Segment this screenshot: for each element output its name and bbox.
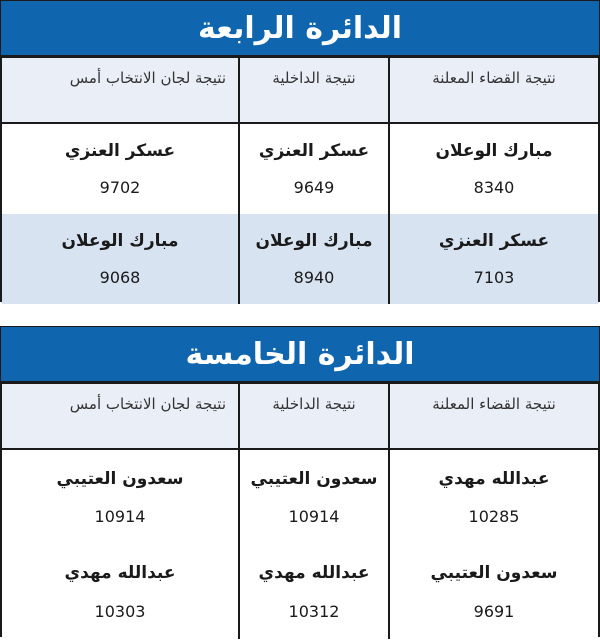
candidate-name: مبارك الوعلان — [61, 231, 179, 251]
table-cell — [238, 450, 388, 545]
vote-count: 9649 — [293, 178, 335, 197]
candidate-name: عبدالله مهدي — [64, 563, 176, 583]
vote-count: 10914 — [94, 507, 146, 526]
vote-count: 9702 — [99, 178, 141, 197]
table-cell — [388, 214, 598, 304]
header-judiciary-result: نتيجة القضاء المعلنة — [388, 384, 598, 450]
table-cell — [388, 124, 598, 214]
header-committees-result: نتيجة لجان الانتخاب أمس — [2, 58, 238, 124]
district-4-panel — [0, 0, 600, 302]
candidate-name: مبارك الوعلان — [435, 141, 553, 161]
table-cell — [238, 124, 388, 214]
vote-count: 8340 — [473, 178, 515, 197]
candidate-name: مبارك الوعلان — [255, 231, 373, 251]
header-interior-result: نتيجة الداخلية — [238, 58, 388, 124]
header-judiciary-result: نتيجة القضاء المعلنة — [388, 58, 598, 124]
district-5-results-table — [0, 382, 600, 637]
candidate-name: عبدالله مهدي — [438, 468, 550, 489]
candidate-name: عسكر العنزي — [258, 141, 370, 161]
candidate-name: سعدون العتيبي — [430, 563, 558, 583]
vote-count: 10312 — [288, 601, 340, 621]
vote-count: 10303 — [94, 601, 146, 621]
header-committees-result: نتيجة لجان الانتخاب أمس — [2, 384, 238, 450]
table-cell — [238, 214, 388, 304]
vote-count: 10285 — [468, 507, 520, 526]
vote-count: 8940 — [293, 268, 335, 287]
district-5-title: الدائرة الخامسة — [0, 326, 600, 382]
candidate-name: سعدون العتيبي — [250, 468, 378, 489]
table-cell — [2, 450, 238, 545]
vote-count: 9691 — [473, 601, 515, 621]
table-cell — [2, 545, 238, 640]
table-cell — [388, 450, 598, 545]
candidate-name: عسكر العنزي — [64, 141, 176, 161]
candidate-name: سعدون العتيبي — [56, 468, 184, 489]
header-interior-result: نتيجة الداخلية — [238, 384, 388, 450]
candidate-name: عسكر العنزي — [438, 231, 550, 251]
vote-count: 9068 — [99, 268, 141, 287]
vote-count: 7103 — [473, 268, 515, 287]
district-4-results-table — [0, 56, 600, 302]
table-cell — [2, 124, 238, 214]
district-5-panel — [0, 326, 600, 637]
table-cell — [238, 545, 388, 640]
candidate-name: عبدالله مهدي — [258, 563, 370, 583]
table-cell — [2, 214, 238, 304]
table-cell — [388, 545, 598, 640]
vote-count: 10914 — [288, 507, 340, 526]
district-4-title: الدائرة الرابعة — [0, 0, 600, 56]
